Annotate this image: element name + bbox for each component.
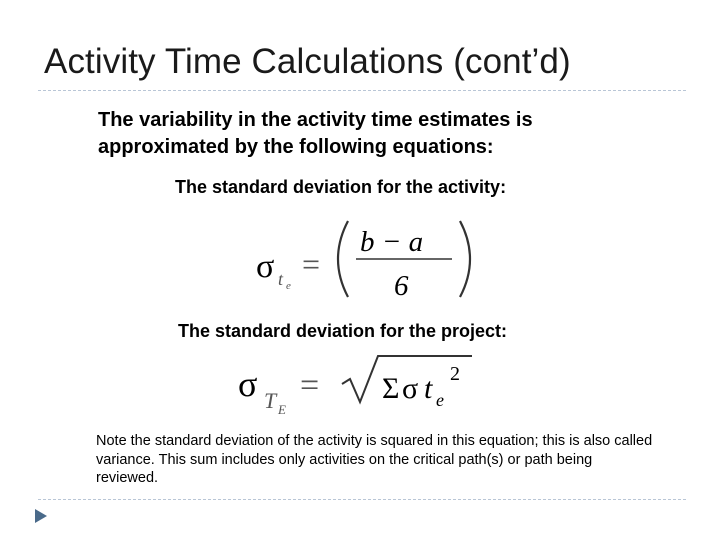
eq2-exponent: 2: [450, 363, 460, 385]
eq1-denominator: 6: [394, 270, 409, 302]
eq1-equals: =: [302, 246, 321, 282]
eq2-sum: Σ: [382, 372, 400, 405]
title-divider: [38, 90, 686, 91]
eq2-sub-subscript: E: [278, 402, 286, 417]
eq1-sub-subscript: e: [286, 280, 291, 292]
eq2-t: t: [424, 372, 433, 405]
slide-title: Activity Time Calculations (cont’d): [44, 42, 571, 81]
eq2-t-subscript: e: [436, 390, 444, 410]
eq1-subscript: t: [278, 269, 284, 289]
triangle-bullet-icon: [34, 508, 48, 524]
eq1-left-paren: [338, 221, 348, 297]
eq2-sigma-inner: σ: [402, 372, 419, 405]
eq2-sigma: σ: [238, 364, 258, 404]
eq2-subscript: T: [264, 388, 277, 413]
eq1-numerator: b − a: [360, 226, 424, 258]
project-heading: The standard deviation for the project:: [178, 321, 508, 341]
footer-divider: [38, 499, 686, 500]
project-std-dev-equation: [236, 354, 486, 422]
eq2-equals: =: [300, 367, 320, 404]
intro-text: The variability in the activity time estimates is approximated by the following equations:: [98, 109, 533, 158]
activity-std-dev-equation: [252, 215, 482, 307]
activity-heading: The standard deviation for the activity:: [175, 177, 507, 197]
note-text: Note the standard deviation of the activity is squared in this equation; this is also called variance. This sum includes only activities on the critical path(s) or path being reviewed.: [96, 433, 653, 486]
eq1-sigma: σ: [256, 248, 275, 285]
eq1-right-paren: [460, 221, 470, 297]
